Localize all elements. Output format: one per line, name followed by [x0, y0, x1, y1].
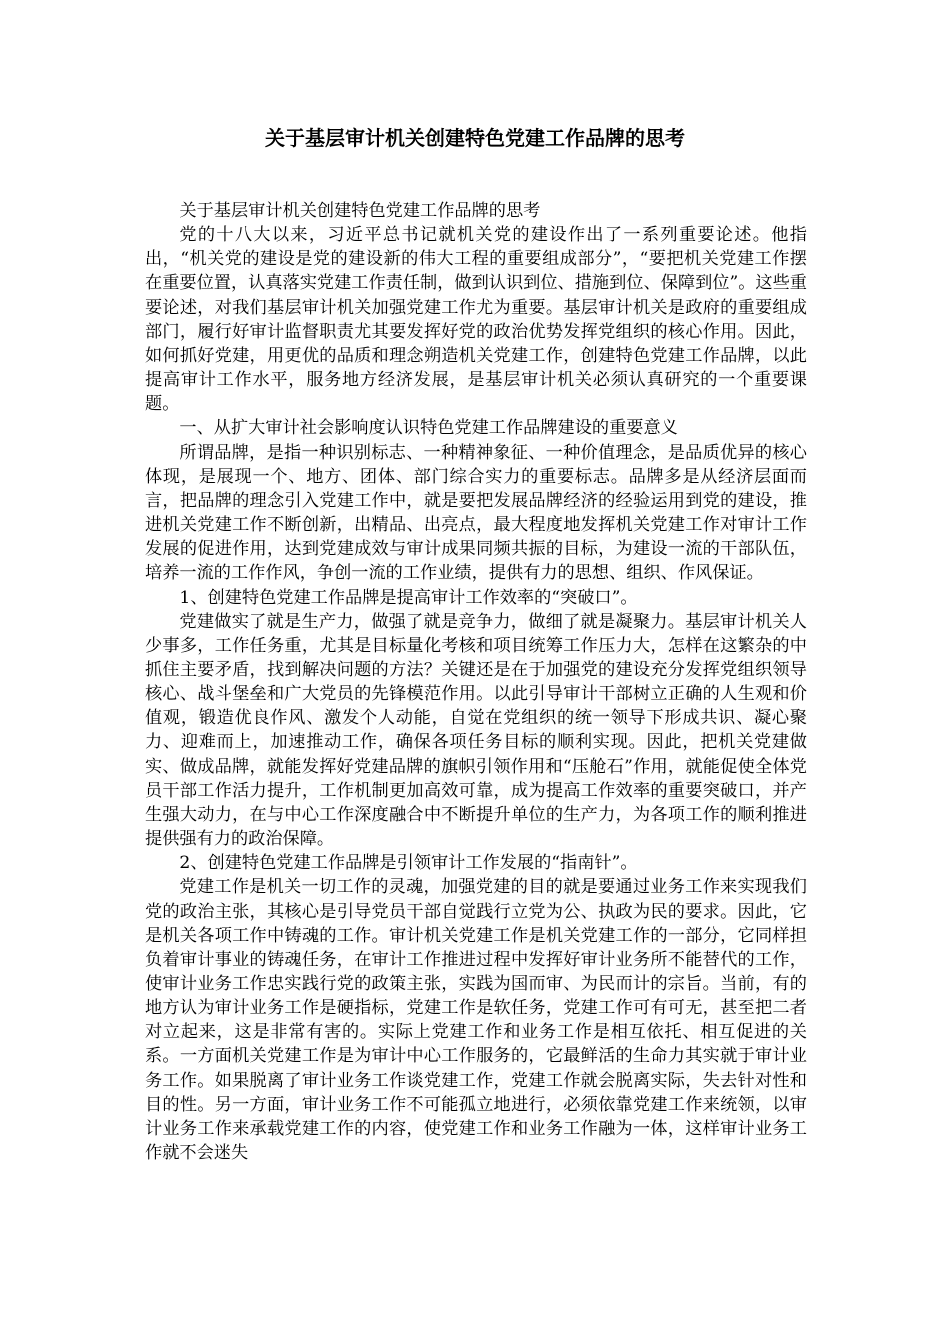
- section-heading-1: 一、从扩大审计社会影响度认识特色党建工作品牌建设的重要意义: [179, 418, 678, 439]
- subsection-heading-1: 1、创建特色党建工作品牌是提高审计工作效率的“突破口”。: [179, 587, 638, 608]
- paragraph-efficiency: 党建做实了就是生产力，做强了就是竞争力，做细了就是凝聚力。基层审计机关人少事多，工作任务重，尤其是目标量化考核和项目统筹工作压力大，怎样在这繁杂的中抓住主要矛盾，找到解决问题的方法？关键还是在于加强党的建设充分发挥党组织领导核心、战斗堡垒和广大党员的先锋模范作用。以此引导审计干部树立正确的人生观和价值观，锻造优良作风、激发个人动能，自觉在党组织的统一领导下形成共识、凝心聚力、迎难而上，加速推动工作，确保各项任务目标的顺利实现。因此，把机关党建做实、做成品牌，就能发挥好党建品牌的旗帜引领作用和“压舱石”作用，就能促使全体党员干部工作活力提升，工作机制更加高效可靠，成为提高工作效率的重要突破口，并产生强大动力，在与中心工作深度融合中不断提升单位的生产力，为各项工作的顺利推进提供强有力的政治保障。: [145, 611, 807, 850]
- document-title: 关于基层审计机关创建特色党建工作品牌的思考: [265, 126, 685, 150]
- paragraph-intro: 党的十八大以来，习近平总书记就机关党的建设作出了一系列重要论述。他指出，“机关党的建设是党的建设新的伟大工程的重要组成部分”，“要把机关党建工作摆在重要位置，认真落实党建工作责任制，做到认识到位、措施到位、保障到位”。这些重要论述，对我们基层审计机关加强党建工作尤为重要。基层审计机关是政府的重要组成部门，履行好审计监督职责尤其要发挥好党的政治优势发挥党组织的核心作用。因此，如何抓好党建，用更优的品质和理念朔造机关党建工作，创建特色党建工作品牌，以此提高审计工作水平，服务地方经济发展，是基层审计机关必须认真研究的一个重要课题。: [145, 225, 807, 415]
- paragraph-brand-definition: 所谓品牌，是指一种识别标志、一种精神象征、一种价值理念，是品质优异的核心体现，是展现一个、地方、团体、部门综合实力的重要标志。品牌多是从经济层面而言，把品牌的理念引入党建工作中，就是要把发展品牌经济的经验运用到党的建设，推进机关党建工作不断创新，出精品、出亮点，最大程度地发挥机关党建工作对审计工作发展的促进作用，达到党建成效与审计成果同频共振的目标，为建设一流的干部队伍，培养一流的工作作风，争创一流的工作业绩，提供有力的思想、组织、作风保证。: [145, 442, 807, 584]
- paragraph-guidance: 党建工作是机关一切工作的灵魂，加强党建的目的就是要通过业务工作来实现我们党的政治主张，其核心是引导党员干部自觉践行立党为公、执政为民的要求。因此，它是机关各项工作中铸魂的工作。审计机关党建工作是机关党建工作的一部分，它同样担负着审计事业的铸魂任务，在审计工作推进过程中发挥好审计业务所不能替代的工作，使审计业务工作忠实践行党的政策主张，实践为国而审、为民而计的宗旨。当前，有的地方认为审计业务工作是硬指标，党建工作是软任务，党建工作可有可无，甚至把二者对立起来，这是非常有害的。实际上党建工作和业务工作是相互依托、相互促进的关系。一方面机关党建工作是为审计中心工作服务的，它最鲜活的生命力其实就于审计业务工作。如果脱离了审计业务工作谈党建工作，党建工作就会脱离实际，失去针对性和目的性。另一方面，审计业务工作不可能孤立地进行，必须依靠党建工作来统领，以审计业务工作来承载党建工作的内容，使党建工作和业务工作融为一体，这样审计业务工作就不会迷失: [145, 877, 807, 1164]
- paragraph-subtitle: 关于基层审计机关创建特色党建工作品牌的思考: [179, 201, 541, 221]
- subsection-heading-2: 2、创建特色党建工作品牌是引领审计工作发展的“指南针”。: [179, 853, 638, 874]
- document-body: [145, 199, 807, 1165]
